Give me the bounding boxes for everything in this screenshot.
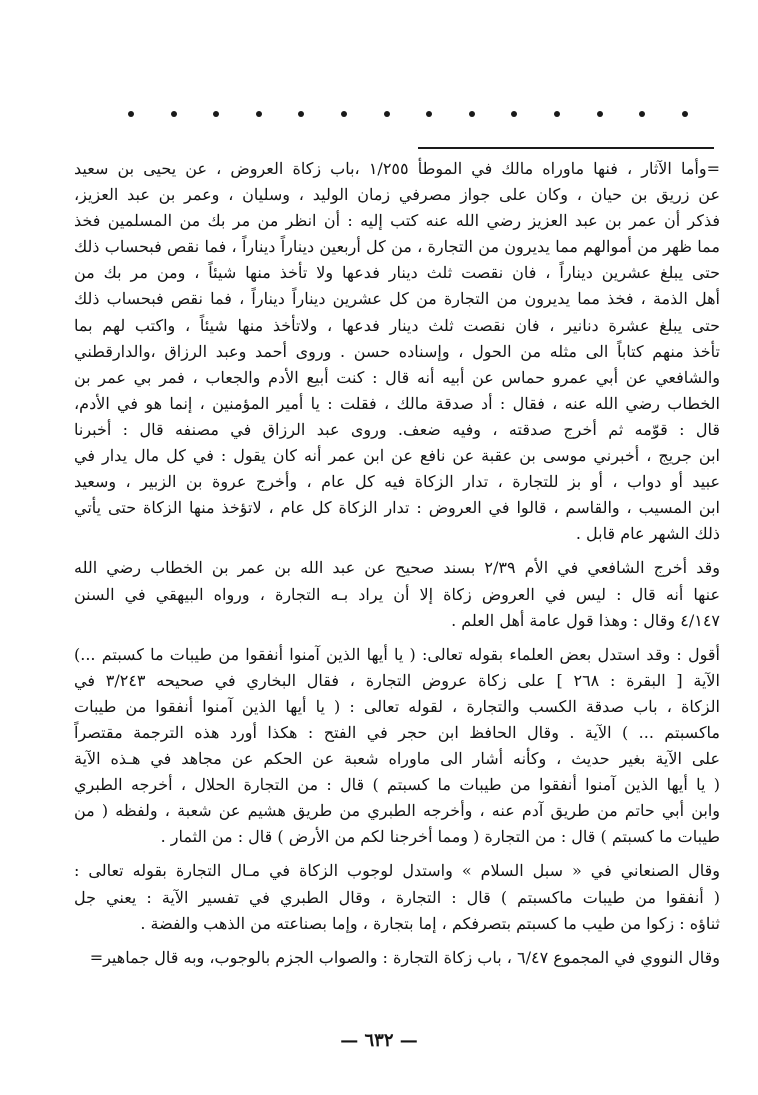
text-line: طيبات ما كسبتم ) قال : من التجارة ( ومما أخرجنا لكم من الأرض ) قال : من الثمار . bbox=[160, 827, 720, 847]
text-line: ذلك الشهر عام قابل . bbox=[575, 524, 720, 544]
text-line: ماكسبتم ... ) الآية . وقال الحافظ ابن حجر في الفتح : هكذا أورد هذه الترجمة مقتصراً bbox=[74, 722, 720, 742]
ornament-dot bbox=[256, 111, 262, 117]
ornament-dot bbox=[341, 111, 347, 117]
paragraph bbox=[74, 858, 720, 936]
text-line: أقول : وقد استدل بعض العلماء بقوله تعالى: ( يا أيها الذين آمنوا أنفقوا من طيبات ما كسبتم ...) bbox=[74, 644, 720, 664]
ornament-dot bbox=[426, 111, 432, 117]
ornament-dot bbox=[511, 111, 517, 117]
text-line: مما ظهر من أموالهم مما يديرون من التجارة ، من كل أربعين ديناراً ديناراً ، فما نقص فبحساب ذلك bbox=[74, 237, 720, 257]
ornamental-dots-header bbox=[128, 104, 688, 124]
ornament-dot bbox=[597, 111, 603, 117]
text-line: ابن جريج ، أخبرني موسى بن عقبة عن نافع عن ابن عمر أنه كان يقول : في كل مال يدار في bbox=[74, 446, 720, 466]
text-line: حتى يبلغ عشرة دنانير ، فان نقصت ثلث دينار فدعها ، ولاتأخذ منها شيئاً ، واكتب لهم بما bbox=[74, 315, 720, 335]
ornament-dot bbox=[213, 111, 219, 117]
ornament-dot bbox=[469, 111, 475, 117]
text-line: على الآية بغير حديث ، وكأنه أشار الى ماوراه شعبة عن الحكم عن مجاهد في هـذه الآية bbox=[74, 749, 720, 769]
text-line: حتى يبلغ عشرين ديناراً ، فان نقصت ثلث دينار فدعها ولا تأخذ منها شيئاً ، ومن مر بك من bbox=[74, 263, 720, 283]
text-line: تأخذ منهم كتاباً الى مثله من الحول ، وإسناده حسن . وروى أحمد وعبد الرزاق ،والدارقطني bbox=[74, 341, 720, 361]
ornament-dot bbox=[128, 111, 134, 117]
text-line: قال : قوّمه ثم أخرج صدقته ، وفيه ضعف. وروى عبد الرزاق في مصنفه قال : أخبرنا bbox=[74, 419, 720, 439]
ornament-dot bbox=[554, 111, 560, 117]
text-line: وقال النووي في المجموع ٦/٤٧ ، باب زكاة التجارة : والصواب الجزم بالوجوب، وبه قال جماهير= bbox=[89, 947, 720, 967]
text-line: الزكاة ، باب صدقة الكسب والتجارة ، لقوله تعالى : ( يا أيها الذين آمنوا أنفقوا من طيبات bbox=[74, 696, 720, 716]
text-line: عبيد أو دواب ، أو بز للتجارة ، تدار الزكاة فيه كل عام ، وأخرج عروة بن الزبير ، وسعيد bbox=[74, 472, 720, 492]
text-line: الخطاب رضي الله عنه ، فقال : أد صدقة مالك ، فقلت : يا أمير المؤمنين ، إنما هو في الأدم، bbox=[74, 393, 720, 413]
ornament-dot bbox=[171, 111, 177, 117]
text-line: ٤/١٤٧ وقال : وهذا قول عامة أهل العلم . bbox=[451, 610, 720, 630]
text-line: أهل الذمة ، فخذ مما يديرون من التجارة من كل عشرين ديناراً ديناراً ، فما نقص فبحساب ذلك bbox=[74, 289, 720, 309]
ornament-dot bbox=[682, 111, 688, 117]
text-line: =وأما الآثار ، فنها ماوراه مالك في الموطأ ١/٢٥٥ ،باب زكاة العروض ، عن يحيى بن سعيد bbox=[74, 159, 720, 178]
text-line: فذكر أن عمر بن عبد العزيز رضي الله عنه كتب إليه : أن انظر من مر بك من المسلمين فخذ bbox=[74, 211, 720, 231]
paragraph bbox=[74, 945, 720, 971]
text-line: ابن المسيب ، والقاسم ، قالوا في العروض : تدار الزكاة كل عام ، لاتؤخذ منها الزكاة حتى يأتي bbox=[74, 498, 720, 518]
text-line: الآية [ البقرة : ٢٦٨ ] على زكاة عروض التجارة ، فقال البخاري في صحيحه ٣/٢٤٣ في bbox=[74, 670, 720, 690]
text-line: عنها أنه قال : ليس في العروض زكاة إلا أن يراد بـه التجارة ، ورواه البيهقي في السنن bbox=[74, 584, 720, 604]
text-line: ( يا أيها الذين آمنوا أنفقوا من طيبات ما كسبتم ) قال : من التجارة الحلال ، أخرجه الطبري bbox=[74, 775, 720, 795]
page-number: — ٦٣٢ — bbox=[340, 1030, 418, 1051]
text-line: عن زريق بن حيان ، وكان على جواز مصرفي زمان الوليد ، وسليان ، وعمر بن عبد العزيز، bbox=[74, 185, 720, 205]
text-line: والشافعي عن أبي عمرو حماس عن أبيه أنه قال : كنت أبيع الأدم والجعاب ، فمر بي عمر بن bbox=[74, 367, 720, 387]
ornament-dot bbox=[298, 111, 304, 117]
text-line: وقال الصنعاني في « سبل السلام » واستدل لوجوب الزكاة في مـال التجارة بقوله تعالى : bbox=[74, 861, 720, 881]
footnote-separator-rule bbox=[418, 147, 714, 149]
text-line: ( أنفقوا من طيبات ماكسبتم ) قال : التجارة ، وقال الطبري في تفسير الآية : يعني جل bbox=[74, 887, 720, 907]
ornament-dot bbox=[639, 111, 645, 117]
text-line: وقد أخرج الشافعي في الأم ٢/٣٩ بسند صحيح عن عبد الله بن عمر بن الخطاب رضي الله bbox=[74, 558, 720, 578]
footnote-text-block bbox=[74, 156, 720, 971]
text-line: ثناؤه : زكوا من طيب ما كسبتم بتصرفكم ، إما بتجارة ، وإما بصناعته من الذهب والفضة . bbox=[140, 913, 720, 933]
ornament-dot bbox=[384, 111, 390, 117]
paragraph bbox=[74, 555, 720, 633]
paragraph bbox=[74, 156, 720, 547]
paragraph bbox=[74, 642, 720, 851]
text-line: وابن أبي حاتم من طريق آدم عنه ، وأخرجه الطبري من طريق هشيم عن شعبة ، ولفظه ( من bbox=[74, 801, 720, 821]
